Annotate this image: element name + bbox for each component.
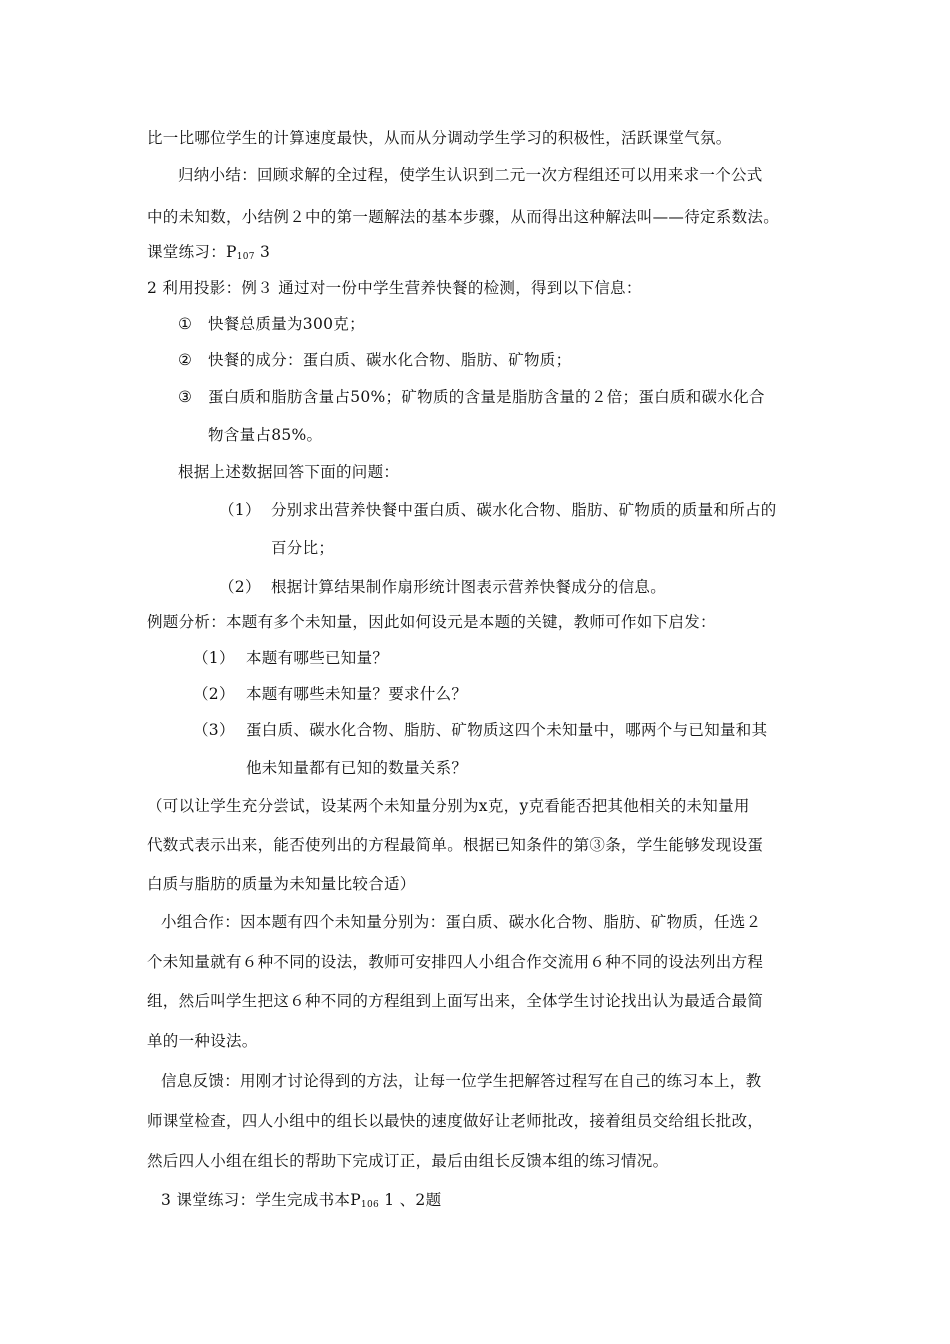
list-marker-1: ① (178, 315, 193, 333)
exercise-label: 3 课堂练习：学生完成书本P (161, 1191, 361, 1209)
text-line-10: 根据上述数据回答下面的问题： (178, 463, 400, 481)
page-subscript: 107 (236, 252, 255, 262)
text-line-3: 中的未知数，小结例２中的第一题解法的基本步骤，从而得出这种解法叫——待定系数法。 (147, 208, 780, 226)
text-line-7: 快餐的成分：蛋白质、碳水化合物、脂肪、矿物质； (208, 351, 572, 369)
question-number-2: （2） (219, 578, 261, 596)
text-line-6: 快餐总质量为300克； (208, 315, 365, 333)
text-line-2: 归纳小结：回顾求解的全过程，使学生认识到二元一次方程组还可以用来求一个公式 (178, 166, 763, 184)
text-line-15: 本题有哪些已知量？ (246, 649, 389, 667)
text-line-29 (161, 1190, 441, 1215)
text-line-13: 根据计算结果制作扇形统计图表示营养快餐成分的信息。 (271, 578, 667, 596)
text-line-20: 代数式表示出来，能否使列出的方程最简单。根据已知条件的第③条，学生能够发现设蛋 (147, 836, 764, 854)
text-line-25: 单的一种设法。 (147, 1032, 258, 1050)
text-line-8: 蛋白质和脂肪含量占50%；矿物质的含量是脂肪含量的２倍；蛋白质和碳水化合 (208, 388, 765, 406)
text-line-17: 蛋白质、碳水化合物、脂肪、矿物质这四个未知量中，哪两个与已知量和其 (246, 721, 768, 739)
text-line-1: 比一比哪位学生的计算速度最快，从而从分调动学生学习的积极性，活跃课堂气氛。 (147, 129, 732, 147)
question-number-1: （1） (219, 501, 261, 519)
list-marker-3: ③ (178, 388, 193, 406)
text-line-12: 百分比； (271, 539, 335, 557)
exercise-items: 1 、2题 (379, 1191, 442, 1209)
text-line-26: 信息反馈：用刚才讨论得到的方法，让每一位学生把解答过程写在自己的练习本上，教 (161, 1072, 762, 1090)
text-line-5: 2 利用投影：例３ 通过对一份中学生营养快餐的检测，得到以下信息： (147, 279, 642, 297)
text-line-19: （可以让学生充分尝试，设某两个未知量分别为x克，y克看能否把其他相关的未知量用 (147, 797, 750, 815)
hint-number-2: （2） (193, 685, 235, 703)
text-line-4 (147, 242, 270, 267)
text-line-22: 小组合作：因本题有四个未知量分别为：蛋白质、碳水化合物、脂肪、矿物质，任选２ (161, 913, 762, 931)
practice-label: 课堂练习：P (147, 243, 237, 261)
hint-number-1: （1） (193, 649, 235, 667)
practice-number: 3 (254, 243, 271, 261)
list-marker-2: ② (178, 351, 193, 369)
text-line-16: 本题有哪些未知量？要求什么？ (246, 685, 468, 703)
text-line-23: 个未知量就有６种不同的设法，教师可安排四人小组合作交流用６种不同的设法列出方程 (147, 953, 764, 971)
hint-number-3: （3） (193, 721, 235, 739)
text-line-21: 白质与脂肪的质量为未知量比较合适） (147, 875, 416, 893)
text-line-9: 物含量占85%。 (208, 426, 323, 444)
text-line-18: 他未知量都有已知的数量关系？ (246, 759, 468, 777)
text-line-11: 分别求出营养快餐中蛋白质、碳水化合物、脂肪、矿物质的质量和所占的 (271, 501, 777, 519)
text-line-27: 师课堂检查，四人小组中的组长以最快的速度做好让老师批改，接着组员交给组长批改， (147, 1112, 764, 1130)
page-subscript-2: 106 (360, 1200, 380, 1210)
text-line-24: 组，然后叫学生把这６种不同的方程组到上面写出来，全体学生讨论找出认为最适合最简 (147, 992, 764, 1010)
text-line-28: 然后四人小组在组长的帮助下完成订正，最后由组长反馈本组的练习情况。 (147, 1152, 669, 1170)
text-line-14: 例题分析：本题有多个未知量，因此如何设元是本题的关键，教师可作如下启发： (147, 613, 716, 631)
